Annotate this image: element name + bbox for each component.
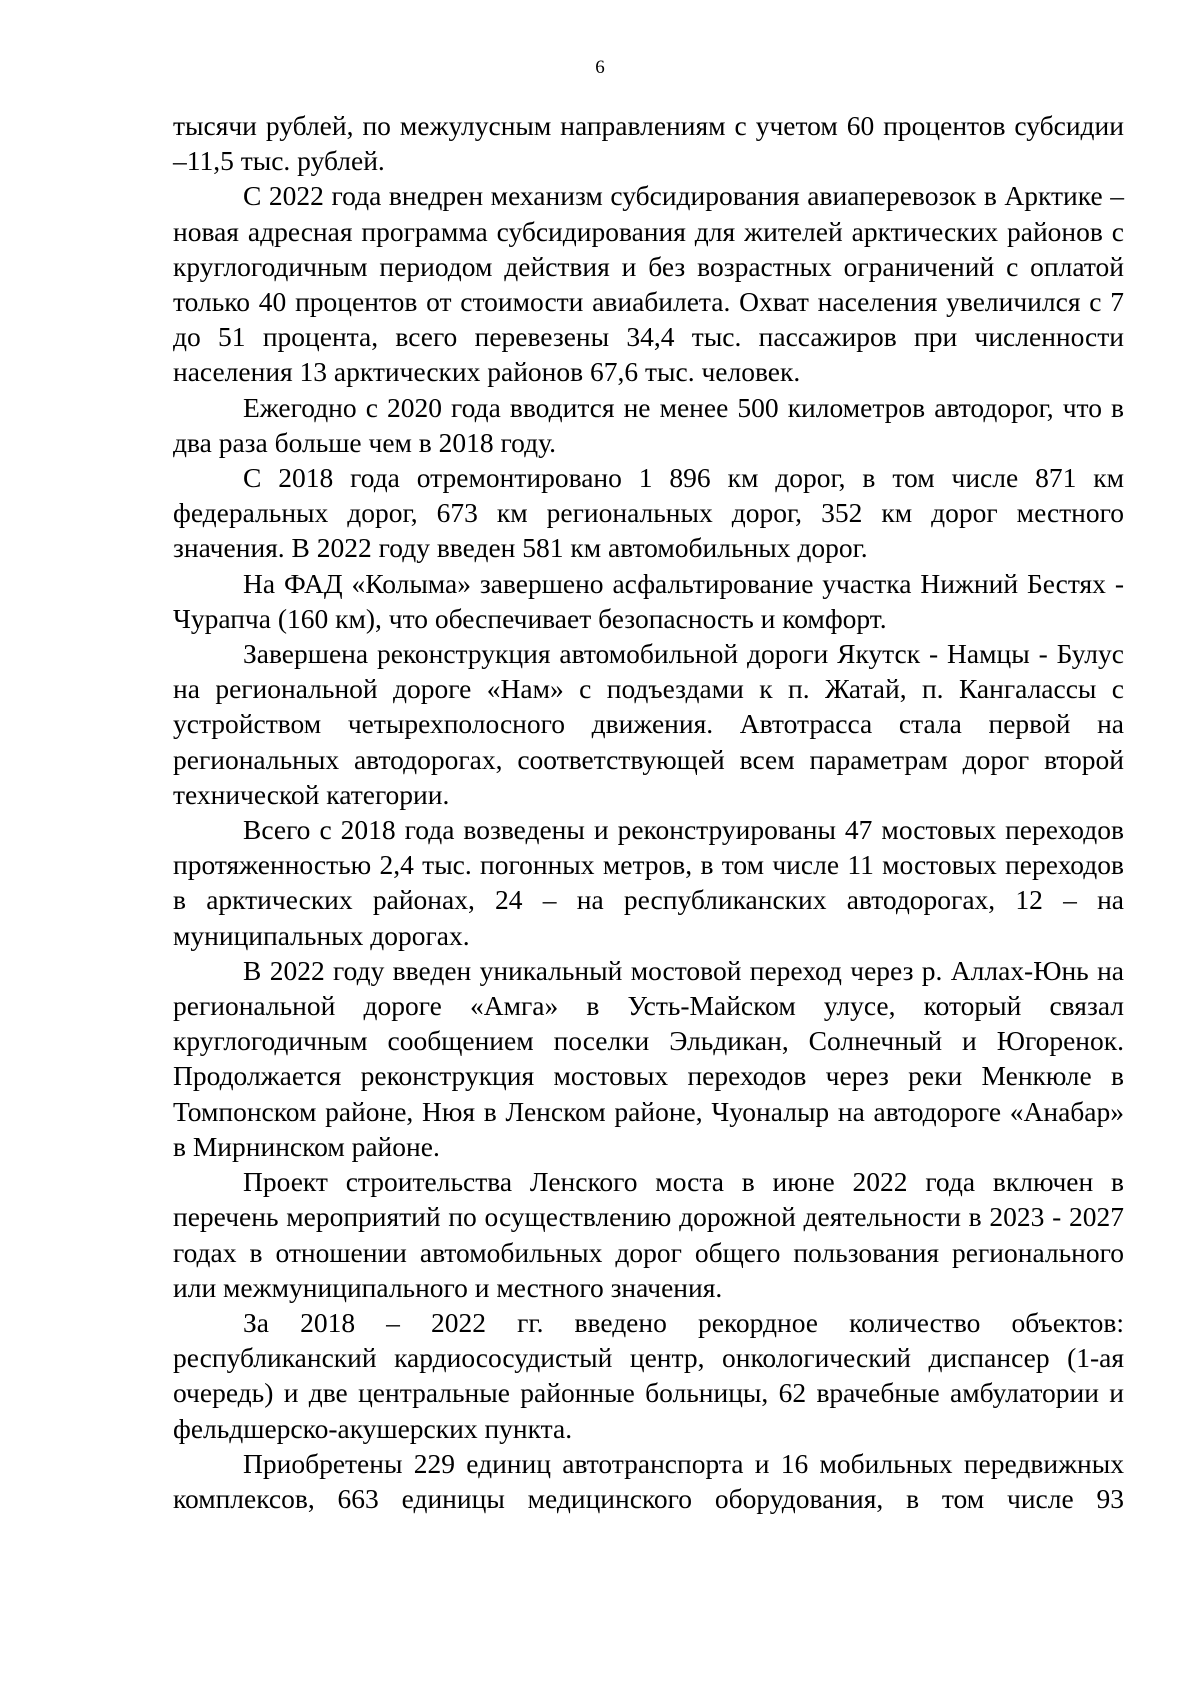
paragraph-3: Ежегодно с 2020 года вводится не менее 500 километров автодорог, что в два раза больше чем в 2018 году.	[173, 391, 1124, 458]
paragraph-11: Приобретены 229 единиц автотранспорта и 16 мобильных передвижных комплексов, 663 единицы медицинского оборудования, в том числе 93	[173, 1447, 1124, 1514]
paragraph-10: За 2018 – 2022 гг. введено рекордное количество объектов: республиканский кардиососудистый центр, онкологический диспансер (1-ая очередь) и две центральные районные больницы, 62 врачебные амбулатории и фельдшерско-акушерских пункта.	[173, 1306, 1124, 1444]
paragraph-9: Проект строительства Ленского моста в июне 2022 года включен в перечень мероприятий по осуществлению дорожной деятельности в 2023 - 2027 годах в отношении автомобильных дорог общего пользования регионального или межмуниципального и местного значения.	[173, 1166, 1124, 1303]
document-body	[173, 108, 1124, 1516]
paragraph-7: Всего с 2018 года возведены и реконструированы 47 мостовых переходов протяженностью 2,4 тыс. погонных метров, в том числе 11 мостовых переходов в арктических районах, 24 – на республиканских автодорогах, 12 – на муниципальных дорогах.	[173, 814, 1124, 951]
paragraph-5: На ФАД «Колыма» завершено асфальтирование участка Нижний Бестях - Чурапча (160 км), что обеспечивает безопасность и комфорт.	[173, 567, 1124, 634]
page-number: 6	[595, 57, 605, 78]
paragraph-4: С 2018 года отремонтировано 1 896 км дорог, в том числе 871 км федеральных дорог, 673 км региональных дорог, 352 км дорог местного значения. В 2022 году введен 581 км автомобильных дорог.	[173, 462, 1124, 564]
paragraph-6: Завершена реконструкция автомобильной дороги Якутск - Намцы - Булус на региональной дороге «Нам» с подъездами к п. Жатай, п. Кангалассы с устройством четырехполосного движения. Автотрасса стала первой на региональных автодорогах, соответствующей всем параметрам дорог второй технической категории.	[173, 638, 1124, 810]
paragraph-1: тысячи рублей, по межулусным направлениям с учетом 60 процентов субсидии –11,5 тыс. рублей.	[173, 110, 1124, 177]
paragraph-8: В 2022 году введен уникальный мостовой переход через р. Аллах-Юнь на региональной дороге «Амга» в Усть-Майском улусе, который связал круглогодичным сообщением поселки Эльдикан, Солнечный и Югоренок. Продолжается реконструкция мостовых переходов через реки Менкюле в Томпонском районе, Нюя в Ленском районе, Чуоналыр на автодороге «Анабар» в Мирнинском районе.	[173, 954, 1124, 1162]
paragraph-2: С 2022 года внедрен механизм субсидирования авиаперевозок в Арктике – новая адресная программа субсидирования для жителей арктических районов с круглогодичным периодом действия и без возрастных ограничений с оплатой только 40 процентов от стоимости авиабилета. Охват населения увеличился с 7 до 51 процента, всего перевезены 34,4 тыс. пассажиров при численности населения 13 арктических районов 67,6 тыс. человек.	[173, 180, 1124, 388]
